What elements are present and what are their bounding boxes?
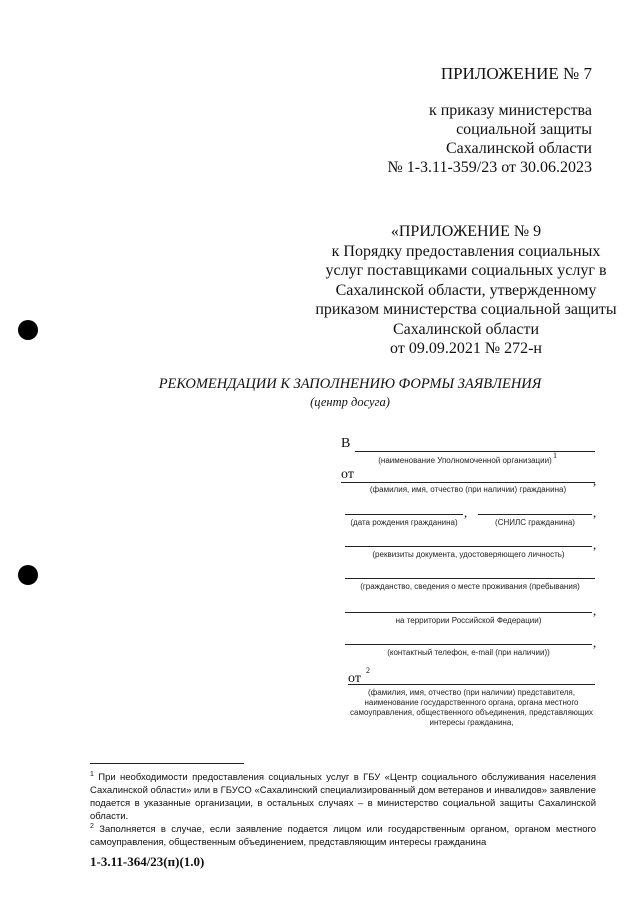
footnote-1 [90,771,596,823]
recommendations-subtitle: (центр досуга) [310,395,390,409]
birth-field-line [345,514,463,515]
order-line: к приказу министерства [428,102,592,119]
snils-comma: , [593,505,597,520]
representative-label: от [348,671,361,686]
appendix-title: ПРИЛОЖЕНИЕ № 7 [440,64,592,83]
contact-caption: (контактный телефон, e-mail (при наличии)) [387,648,550,657]
document-caption: (реквизиты документа, удостоверяющего личность) [372,550,565,559]
org-caption: (наименование Уполномоченной организации) [378,456,552,465]
territory-comma: , [593,603,597,618]
from-label: от [341,467,354,482]
footnote-text: При необходимости предоставления социальных услуг в ГБУ «Центр социального обслуживания населения Сахалинской области» или в ГБУСО «Сахалинский специализированный дом ветеранов и инвалидов» заявление подается в указанные организации, в остальных случаях – в министерство социальной защиты Сахалинской области. [90,772,596,822]
annex-line: от 09.09.2021 № 272-н [390,340,542,357]
footnote-mark: 1 [90,770,94,778]
territory-caption: на территории Российской Федерации) [395,616,542,625]
snils-caption: (СНИЛС гражданина) [495,518,575,527]
representative-caption-line: (фамилия, имя, отчество (при наличии) представителя, [368,688,575,697]
order-line: Сахалинской области [445,140,592,157]
document-comma: , [593,537,597,552]
footnote-ref-2: 2 [366,666,370,675]
order-line: социальной защиты [456,121,592,138]
footnote-2 [90,823,596,849]
org-field-line [355,451,595,452]
annex-line: приказом министерства социальной защиты [315,301,617,318]
document-code: 1-3.11-364/23(п)(1.0) [90,854,205,869]
representative-caption [348,688,595,728]
name-comma: , [593,473,597,488]
annex-line: Сахалинской области, утвержденному [335,281,597,299]
to-label: В [341,436,351,451]
annex-line: Сахалинской области [392,320,540,338]
birth-caption: (дата рождения гражданина) [350,518,458,527]
contact-field-line [345,644,592,645]
annex-line: к Порядку предоставления социальных [331,242,601,260]
annex-block [296,222,636,359]
footnote-mark: 2 [90,822,94,830]
citizenship-caption: (гражданство, сведения о месте проживания (пребывания) [360,582,580,591]
footnote-separator [90,763,244,764]
order-line: № 1-3.11-359/23 от 30.06.2023 [387,159,592,176]
representative-field-line [348,684,595,685]
birth-comma: , [464,505,468,520]
name-field-line [341,482,595,483]
name-caption: (фамилия, имя, отчество (при наличии) гражданина) [369,485,567,494]
representative-caption-line: самоуправления, общественного объединения, представляющих [350,708,593,717]
footnote-ref-1: 1 [553,451,557,460]
recommendations-title: РЕКОМЕНДАЦИИ К ЗАПОЛНЕНИЮ ФОРМЫ ЗАЯВЛЕНИЯ [158,376,542,392]
annex-line: «ПРИЛОЖЕНИЕ № 9 [390,223,542,240]
footnote-text: Заполняется в случае, если заявление подается лицом или государственным органом, органом местного самоуправления, общественным объединением, представляющим интересы гражданина [90,824,597,848]
punch-hole-top [18,320,38,340]
order-reference [387,101,592,177]
territory-field-line [345,612,592,613]
snils-field-line [478,514,592,515]
punch-hole-bottom [18,565,38,585]
citizenship-field-line [345,578,595,579]
contact-comma: , [593,635,597,650]
representative-caption-line: интересы гражданина, [429,718,514,727]
annex-line: услуг поставщиками социальных услуг в [325,262,607,279]
document-field-line [345,546,592,547]
representative-caption-line: наименование государственного органа, органа местного [364,698,579,707]
